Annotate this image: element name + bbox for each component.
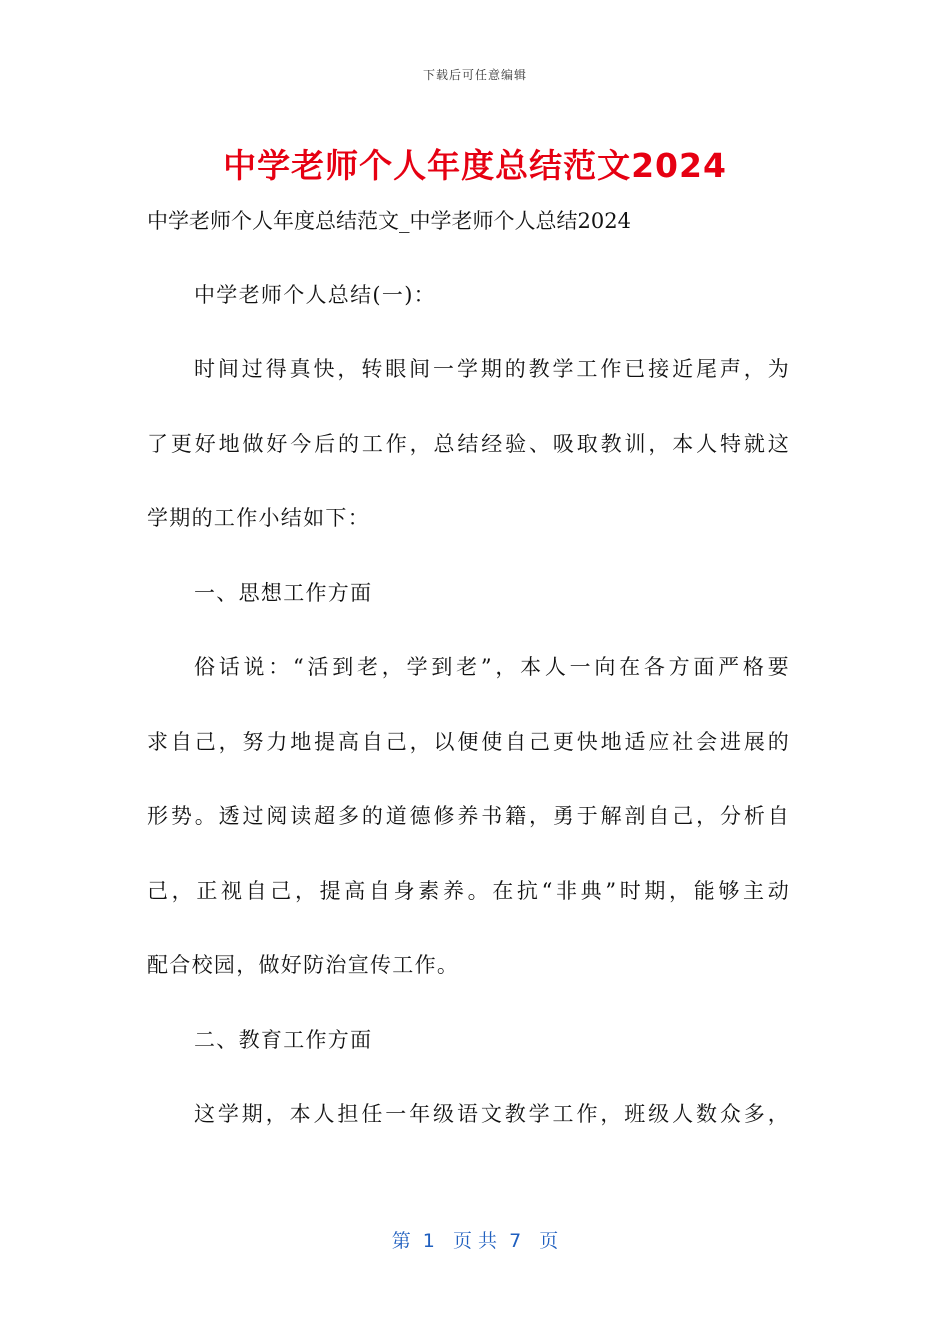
header-note: 下载后可任意编辑 xyxy=(422,68,527,82)
document-title: 中学老师个人年度总结范文2024 xyxy=(223,146,727,185)
paragraph-line: 己，正视自己，提高自身素养。在抗“非典”时期，能够主动 xyxy=(147,879,790,903)
paragraph-line: 俗话说：“活到老，学到老”，本人一向在各方面严格要 xyxy=(194,655,790,679)
section-heading: 一、思想工作方面 xyxy=(194,581,373,605)
paragraph-line: 学期的工作小结如下： xyxy=(147,506,370,530)
page-number-footer: 第 1 页 共 7 页 xyxy=(391,1230,559,1252)
paragraph-line: 求自己，努力地提高自己，以便使自己更快地适应社会进展的 xyxy=(147,730,790,754)
paragraph-line: 形势。透过阅读超多的道德修养书籍，勇于解剖自己，分析自 xyxy=(147,804,790,828)
paragraph-line: 配合校园，做好防治宣传工作。 xyxy=(147,953,460,977)
paragraph-line: 了更好地做好今后的工作，总结经验、吸取教训，本人特就这 xyxy=(147,432,790,456)
section-heading: 二、教育工作方面 xyxy=(194,1028,373,1052)
document-subtitle: 中学老师个人年度总结范文_中学老师个人总结2024 xyxy=(147,209,631,233)
paragraph-line: 这学期，本人担任一年级语文教学工作，班级人数众多， xyxy=(194,1102,790,1126)
paragraph-line: 时间过得真快，转眼间一学期的教学工作已接近尾声，为 xyxy=(194,357,790,381)
section-intro: 中学老师个人总结(一)： xyxy=(194,283,436,307)
